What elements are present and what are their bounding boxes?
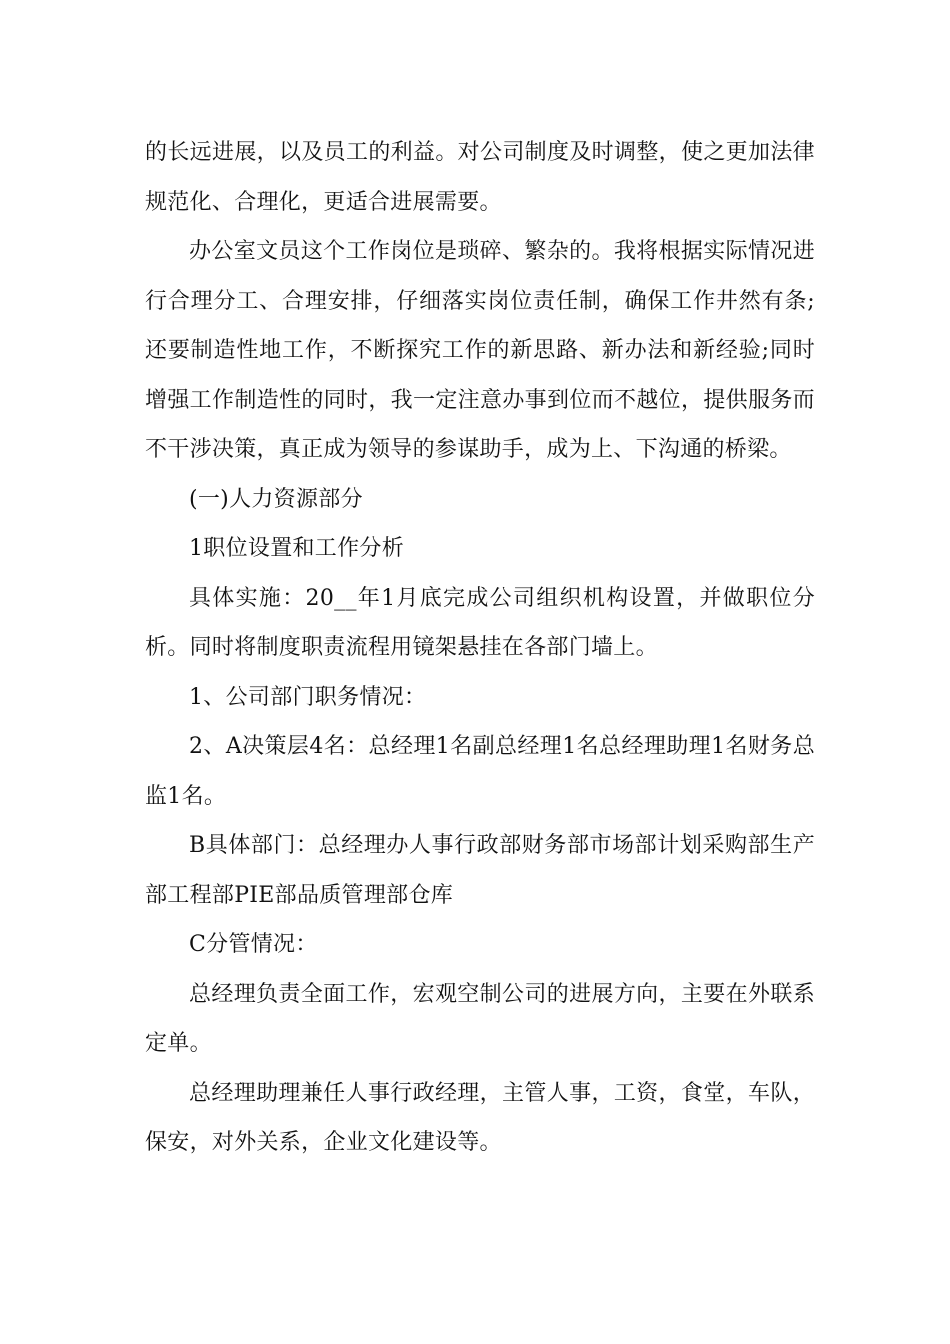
section-heading-hr: (一)人力资源部分: [189, 486, 363, 512]
document-body: [145, 128, 815, 1168]
list-item-1: 1、公司部门职务情况：: [189, 684, 427, 710]
list-item-2: 2、A决策层4名：总经理1名副总经理1名总经理助理1名财务总监1名。: [145, 734, 815, 809]
paragraph-implementation: 具体实施：20__年1月底完成公司组织机构设置，并做职位分析。同时将制度职责流程用镜架悬挂在各部门墙上。: [145, 585, 815, 660]
paragraph-1: 的长远进展，以及员工的利益。对公司制度及时调整，使之更加法律规范化、合理化，更适合进展需要。: [145, 140, 815, 215]
list-item-b: B具体部门：总经理办人事行政部财务部市场部计划采购部生产部工程部PIE部品质管理部仓库: [145, 833, 815, 908]
paragraph-gm-assistant: 总经理助理兼任人事行政经理，主管人事，工资，食堂，车队，保安，对外关系，企业文化建设等。: [145, 1080, 815, 1155]
subheading-position-setup: 1职位设置和工作分析: [189, 536, 404, 561]
list-item-c: C分管情况：: [189, 932, 318, 957]
paragraph-2: 办公室文员这个工作岗位是琐碎、繁杂的。我将根据实际情况进行合理分工、合理安排，仔细落实岗位责任制，确保工作井然有条;还要制造性地工作，不断探究工作的新思路、新办法和新经验;同时增强工作制造性的同时，我一定注意办事到位而不越位，提供服务而不干涉决策，真正成为领导的参谋助手，成为上、下沟通的桥梁。: [145, 239, 815, 462]
paragraph-gm: 总经理负责全面工作，宏观空制公司的进展方向，主要在外联系定单。: [145, 981, 815, 1056]
